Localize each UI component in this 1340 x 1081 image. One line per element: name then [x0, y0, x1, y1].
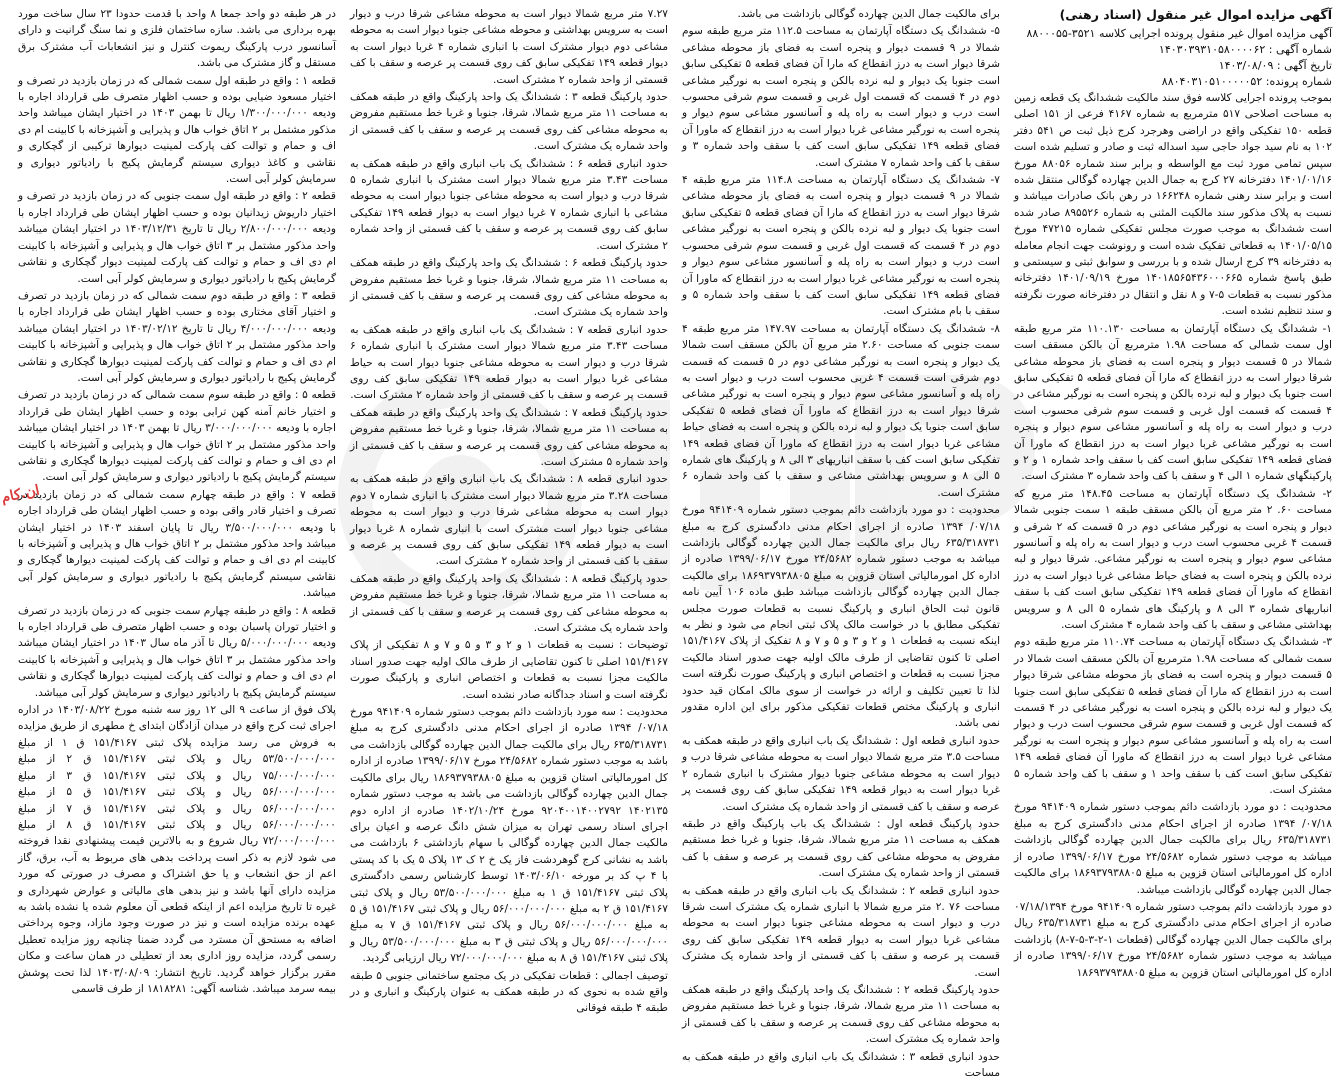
file-no-label: شماره پرونده: — [1265, 75, 1332, 88]
paragraph: دو مورد بازداشت دائم بموجب دستور شماره ۹۴۱۴۰۹ مورخ ۰۷/۱۸/۱۳۹۴ صادره از اجرای احکام مدنی دادگستری کرج به مبلغ ۶۳۵/۳۱۸۷۳۱ ریال برای مالکیت جمال الدین چهارده گوگالی (قطعات ۱-۲-۳-۵-۷-۸) بازداشت میباشد به موجب دستور شماره ۲۴/۵۶۸۲ مورخ ۱۳۹۹/۰۶/۱۷ صادره از اداره کل امورمالیاتی استان قزوین به مبلغ ۱۸۶۹۳۷۹۳۸۸۰۵ — [1014, 900, 1332, 979]
paragraph: قطعه ۲ : واقع در طبقه اول سمت جنوبی که در زمان بازدید در تصرف و اختیار داریوش زیدانیان بوده و حسب اظهار ایشان طی قرارداد اجاره با ودیعه ۲/۸۰۰/۰۰۰/۰۰۰ ریال تا تاریخ ۱۴۰۳/۱۲/۳۱ در اختیار ایشان میباشد واحد مذکور مشتمل بر ۳ اتاق خواب هال و پذیرایی و آشپزخانه با کابینت ام دی اف و حمام و توالت کف پارکت لمینیت دیوار گچکاری و نقاشی گرمایش پکیج با رادیاتور دیواری و سرمایش کولر آبی است. — [18, 190, 336, 285]
file-number: ۳۵۲۱-۸۸۰۰۰۵۵ — [1026, 27, 1096, 40]
paragraph: برای مالکیت جمال الدین چهارده گوگالی بازداشت می باشد. — [737, 8, 1000, 20]
paragraph: توصیف اجمالی : قطعات تفکیکی در یک مجتمع ساختمانی جنوبی ۵ طبقه واقع شده به نحوی که در طبقه همکف به عنوان پارکینگ و انباری و در طبقه ۴ طبقه فوقانی — [350, 969, 668, 1015]
paragraph: قطعه ۸ : واقع در طبقه چهارم سمت جنوبی که در زمان بازدید در تصرف و اختیار توران پاسبان بوده و حسب اظهار متصرف طی قرارداد اجاره با ودیعه ۵/۰۰۰/۰۰۰/۰۰۰ ریال تا آذر ماه سال ۱۴۰۳ در اختیار ایشان میباشد واحد مذکور مشتمل بر ۳ اتاق خواب هال و پذیرایی و آشپزخانه با کابینت ام دی اف و حمام و توالت کف پارکت لمینیت دیوارها گچکاری و نقاشی سیستم گرمایش پکیج با رادیاتور دیواری و سرمایش کولر آبی میباشد. — [18, 604, 336, 699]
notice-date-label: تاریخ آگهی : — [1276, 59, 1332, 72]
file-no: ۸۸۰۴۰۳۱۰۵۱۰۰۰۰۰۵۲ — [1161, 75, 1263, 88]
newspaper-page — [18, 6, 1333, 1079]
paragraph: بموجب پرونده اجرایی کلاسه فوق سند مالکیت ششدانگ یک قطعه زمین به مساحت اصلاحی ۵۱۷ مترمربع به شماره ۴۱۶۷ فرعی از ۱۵۱ اصلی قطعه ۱۵۰ تفکیکی واقع در اراضی وهرجرد کرج ذیل ثبت ص ۵۴۱ دفتر ۱۰۲ به نام سید جواد حاجی سید اسداله ثبت و صادر و تسلیم شده است سپس تمامی مورد ثبت مع الواسطه و برابر سند شماره ۸۸۰۵۶ مورخ ۱۴۰۱/۰۱/۱۶ دفترخانه ۲۷ کرج به جمال الدین چهارده گوگالی منتقل شده است و برابر سند رهنی شماره ۱۶۶۲۴۸ در رهن بانک صادرات میباشد و نسبت به پلاک مذکور سند مالکیت المثنی به شماره ۸۹۵۵۲۶ صادر شده است ششدانگ به موجب صورت مجلس تفکیکی شماره ۴۷۲۱۵ مورخ ۱۴۰۱/۰۵/۱۵ به قطعاتی تفکیک شده است و رونوشت جهت انجام معامله به دفترخانه ۳۹ کرج ارسال شده و با بررسی و سوابق ثبتی و سیستمی و طبق پاسخ شماره ۱۴۰۱۸۵۶۵۴۳۶۰۰۰۶۶۵ مورخ ۱۴۰۱/۰۹/۱۹ دفترخانه مذکور نسبت به قطعات ۵-۷ و ۸ نقل و انتقال در دفترخانه صورت نگرفته و سند تنظیم نشده است. — [1014, 92, 1333, 318]
paragraph: ۷.۲۷ متر مربع شمالا دیوار است به محوطه مشاعی شرقا درب و دیوار است به سرویس بهداشتی و محوطه مشاعی جنوبا دیوار است به محوطه مشاعی دوم دیوار مشترک است با انباری شماره ۴ غربا دیوار است به دیوار قطعه ۱۴۹ تفکیکی سابق کف روی قسمت پر عرصه و سقف با کف قسمتی از واحد شماره ۲ مشترک است. — [350, 8, 668, 86]
file-line-label: آگهی مزایده اموال غیر منقول پرونده اجرایی کلاسه — [1098, 27, 1332, 40]
paragraph: توضیحات : نسبت به قطعات ۱ و ۲ و ۳ و ۵ و ۷ و ۸ تفکیکی از پلاک ۱۵۱/۴۱۶۷ اصلی تا کنون تقاضایی از طرف مالک اولیه جهت صدور اسناد مالکیت مجزا نسبت به قطعات و اختصاص انباری و پارکینگ صورت نگرفته است و اسناد جداگانه صادر نشده است. — [350, 639, 668, 701]
paragraph: قطعه ۵ : واقع در طبقه سوم سمت شمالی که در زمان بازدید در تصرف و اختیار خانم آمنه کهن ترابی بوده و حسب اظهار ایشان طی قرارداد اجاره با ودیعه ۳/۰۰۰/۰۰۰/۰۰۰ ریال تا بهمن ۱۴۰۳ در اختیار ایشان میباشد واحد مذکور مشتمل بر ۲ اتاق خواب هال و پذیرایی و آشپزخانه با کابینت ام دی اف و حمام و توالت کف پارکت لمینیت دیوارها گچکاری و نقاشی سیستم گرمایش پکیج با رادیاتور دیواری و سرمایش کولر آبی است. — [18, 389, 336, 484]
paragraph: ۱- ششدانگ یک دستگاه آپارتمان به مساحت ۱۱۰.۱۳۰ متر مربع طبقه اول سمت شمالی که مساحت ۱.۹۸ مترمربع آن بالکن مسقف است شمالا در ۵ قسمت دیوار و پنجره است به فضای باز محوطه مشاعی شرقا دیوار است به درز انقطاع که مارا آن فضای قطعه ۵ تفکیکی سابق است جنوبا یک دیوار و لبه نرده بالکن و پنجره است به نورگیر مشاعی در ۴ قسمت که قسمت اول غربی و قسمت سوم شرقی محسوب است درب و دیوار است به راه پله و آسانسور مشاعی سوم دیوار و پنجره است به نورگیر مشاعی غربا دیوار است به درز انقطاع که ماورا آن فضای قطعه ۱۴۹ تفکیکی سابق است کف با سقف واحد شماره ۱ و ۲ و پارکینگهای شماره ۱ الی ۴ و سقف با کف واحد شماره ۳ مشترک است. — [1014, 322, 1333, 483]
notice-date: ۱۴۰۳/۰۸/۰۹ — [1218, 59, 1274, 72]
paragraph: ۸- ششدانگ یک دستگاه آپارتمان به مساحت ۱۴۷.۹۷ متر مربع طبقه ۴ سمت جنوبی که مساحت ۲.۶۰ متر مربع آن بالکن مسقف است شمالا یک دیوار و پنجره است به نورگیر مشاعی دوم در ۵ قسمت که قسمت دوم شرقی است قسمت ۴ غربی محسوب است درب و دیوار است به راه پله و آسانسور مشاعی سوم دیوار و پنجره است به نورگیر مشاعی شرقا دیوار است به درز انقطاع که ماورا آن فضای قطعه ۵ تفکیکی سابق است جنوبا یک دیوار و لبه نرده بالکن و پنجره است به فضای حیاط مشاعی غربا دیوار است به درز انقطاع که ماورا آن فضای قطعه ۱۴۹ تفکیکی سابق است کف با سقف انباریهای ۳ الی ۸ و پارکینگ های شماره ۵ الی ۸ و سرویس بهداشتی مشاعی و سقف با کف واحد شماره ۶ مشترک است. — [682, 322, 1001, 499]
paragraph: قطعه ۷ : واقع در طبقه چهارم سمت شمالی که در زمان بازدید در تصرف و اختیار قادر واقی بوده و حسب اظهار ایشان طی قرارداد اجاره با ودیعه ۳/۵۰۰/۰۰۰/۰۰۰ ریال تا پایان اسفند ۱۴۰۳ در اختیار ایشان میباشد واحد مذکور مشتمل بر ۲ اتاق خواب هال و پذیرایی و آشپزخانه با کابینت ام دی اف و حمام و توالت کف پارکت لمینیت دیوارها گچکاری و نقاشی سیستم گرمایش پکیج با رادیاتور دیواری و سرمایش کولر آبی میباشد. — [18, 488, 337, 600]
paragraph: ۳- ششدانگ یک دستگاه آپارتمان به مساحت ۱۱۰.۷۴ متر مربع طبقه دوم سمت شمالی که مساحت ۱.۹۸ مترمربع آن بالکن مسقف است شمالا در ۵ قسمت دیوار و پنجره است به فضای باز محوطه مشاعی شرقا دیوار است به درز انقطاع که مارا آن فضای قطعه ۵ تفکیکی سابق است جنوبا یک دیوار و لبه نرده بالکن و پنجره است به نورگیر مشاعی در ۴ قسمت که قسمت اول غربی و قسمت سوم شرقی محسوب است درب و دیوار است به راه پله و آسانسور مشاعی سوم دیوار و پنجره است به نورگیر مشاعی غربا دیوار است به درز انقطاع که ماورا آن فضای قطعه ۱۴۹ تفکیکی سابق است کف با سقف واحد ۱ و سقف با کف واحد شماره ۵ مشترک است. — [1014, 636, 1333, 797]
paragraph: ۲- ششدانگ یک دستگاه آپارتمان به مساحت ۱۴۸.۴۵ متر مربع که مساحت ۶۰. ۲ متر مربع آن بالکن مسقف طبقه ۱ سمت جنوبی شمالا دیوار و پنجره است به نورگیر مشاعی دوم در ۵ قسمت که ۲ شرقی و قسمت ۴ غربی محسوب است درب و دیوار است به راه پله و آسانسور مشاعی سوم دیوار و پنجره است به نورگیر مشاعی. شرقا دیوار و لبه نرده بالکن و پنجره است به فضای حیاط مشاعی غربا دیوار است به درز انقطاع که ماورا آن فضای قطعه ۱۴۹ تفکیکی سابق است کف با سقف انباریهای شماره ۳ الی ۸ و پارکینگ های شماره ۵ الی ۸ و سرویس بهداشتی مشاعی و سقف با کف واحد شماره ۴ مشترک است. — [1014, 487, 1332, 631]
notice-number-line — [1014, 42, 1332, 58]
notice-date-line — [1014, 58, 1332, 74]
paragraph: محدودیت : دو مورد بازداشت دائم بموجب دستور شماره ۹۴۱۴۰۹ مورخ ۰۷/۱۸/ ۱۳۹۴ صادره از اجرای احکام مدنی دادگستری کرج به مبلغ ۶۳۵/۳۱۸۷۳۱ ریال برای مالکیت جمال الدین چهارده گوگالی بازداشت میباشد به موجب دستور شماره ۲۴/۵۶۸۲ مورخ ۱۳۹۹/۰۶/۱۷ صادره از اداره کل امورمالیاتی استان قزوین به مبلغ ۱۸۶۹۳۷۹۳۸۸۰۵ برای مالکیت جمال الدین چهارده گوگالی بازداشت میباشد طبق ماده ۱۰۶ آیین نامه قانون ثبت الحاق انباری و پارکینگ نسبت به قطعات صورت مجلس تفکیکی مطابق با در خواست مالک پلاک ثبتی انجام می شود و نظر به اینکه نسبت به قطعات ۱ و ۲ و ۳ و ۵ و ۷ و ۸ تفکیک از پلاک ۱۵۱/۴۱۶۷ اصلی تا کنون تقاضایی از طرف مالک اولیه جهت صدور اسناد مالکیت مجزا نسبت به قطعات و اختصاص انباری و پارکینگ صورت نگرفته است لذا تا تعیین تکلیف و ارائه در خواست از سوی مالک امکان قید حدود انباری و پارکینگ مختص قطعات تفکیکی مذکور برای این اداره مقدور نمی باشد. — [682, 504, 1001, 730]
notice-title: آگهی مزایده اموال غیر منقول (اسناد رهنی) — [1059, 7, 1332, 22]
paragraph: حدود پارکینگ قطعه ۸ : ششدانگ یک واحد پارکینگ واقع در طبقه همکف به مساحت ۱۱ متر مربع شمالا، شرقا، جنوبا و غربا خط مستقیم مفروض به محوطه مشاعی کف روی قسمت پر عرصه و سقف با کف قسمتی از واحد شماره یک مشترک است. — [350, 572, 668, 635]
notice-number: ۱۴۰۳۰۳۹۳۱۰۵۸۰۰۰۰۶۲ — [1158, 43, 1266, 56]
paragraph: در هر طبقه دو واحد جمعا ۸ واحد با قدمت حدودا ۲۳ سال ساخت مورد بهره برداری می باشد. سازه ساختمان فلزی و نما سنگ گرانیت و دارای آسانسور درب پارکینگ ریموت کنترل و نیز انشعابات آب مشترک برق مستقل و گاز مشترک می باشد. — [18, 8, 336, 70]
paragraph: حدود انباری قطعه ۳ : ششدانگ یک باب انباری واقع در طبقه همکف به مساحت — [682, 1050, 1000, 1079]
paragraph: محدودیت : دو مورد بازداشت دائم بموجب دستور شماره ۹۴۱۴۰۹ مورخ ۰۷/۱۸/ ۱۳۹۴ صادره از اجرای احکام مدنی دادگستری کرج به مبلغ ۶۳۵/۳۱۸۷۳۱ ریال برای مالکیت جمال الدین چهارده گوگالی بازداشت میباشد به موجب دستور شماره ۲۴/۵۶۸۲ مورخ ۱۳۹۹/۰۶/۱۷ صادره از اداره کل امورمالیاتی استان قزوین به مبلغ ۱۸۶۹۳۷۹۳۸۸۰۵ برای مالکیت جمال الدین چهارده گوگالی بازداشت میباشد. — [1014, 801, 1332, 896]
column-4 — [18, 6, 337, 995]
column-3 — [350, 6, 669, 1015]
paragraph: حدود انباری قطعه ۸ : ششدانگ یک باب انباری واقع در طبقه همکف به مساحت ۳.۲۸ متر مربع شمالا دیوار است مشترک با انباری شماره ۷ دوم دیوار است به محوطه مشاعی شرقا درب و دیوار است به محوطه مشاعی جنوبا دیوار است مشترک است با انباری شماره ۸ غربا دیوار است به دیوار قطعه ۱۴۹ تفکیکی سابق کف روی قسمت پر عرصه و سقف با کف قسمتی از واحد شماره ۲ مشترک است. — [350, 473, 669, 568]
paragraph: حدود انباری قطعه ۶ : ششدانگ یک باب انباری واقع در طبقه همکف به مساحت ۳.۴۳ متر مربع شمالا دیوار است مشترک با انباری شماره ۵ شرقا درب و دیوار است به محوطه مشاعی جنوبا دیوار است به محوطه مشاعی با انباری شماره ۷ غربا دیوار است به دیوار قطعه ۱۴۹ تفکیکی سابق کف روی قسمت پر عرصه و سقف با کف قسمتی از واحد شماره ۲ مشترک است. — [350, 157, 669, 252]
paragraph: حدود انباری قطعه ۲ : ششدانگ یک باب انباری واقع در طبقه همکف به مساحت ۷۶ .۲ متر مربع شمالا با انباری شماره یک مشترک است شرقا درب و دیوار است به محوطه مشاعی جنوبا دیوار است به محوطه مشاعی غربا دیوار است به دیوار قطعه ۱۴۹ تفکیکی سابق کف روی قسمت پر عرصه و سقف با کف قسمتی از واحد شماره یک مشترک است. — [682, 884, 1000, 979]
paragraph: ۵- ششدانگ یک دستگاه آپارتمان به مساحت ۱۱۲.۵ متر مربع طبقه سوم شمالا در ۹ قسمت دیوار و پنجره است به فضای باز محوطه مشاعی شرقا دیوار است به درز انقطاع که مارا آن فضای قطعه ۵ تفکیکی سابق است جنوبا یک دیوار و لبه نرده بالکن و پنجره است به نورگیر مشاعی دوم در ۴ قسمت که قسمت اول غربی و قسمت سوم شرقی محسوب است درب و دیوار است به راه پله و آسانسور مشاعی سوم دیوار و پنجره است به نورگیر مشاعی غربا دیوار است به درز انقطاع که ماورا آن فضای قطعه ۱۴۹ تفکیکی سابق است کف با سقف واحد شماره ۳ و سقف با کف واحد شماره ۷ مشترک است. — [682, 25, 1001, 169]
file-no-line — [1014, 74, 1332, 90]
paragraph: حدود پارکینگ قطعه ۲ : ششدانگ یک واحد پارکینگ واقع در طبقه همکف به مساحت ۱۱ متر مربع شمالا، شرقا، جنوبا و غربا خط مستقیم مفروض به محوطه مشاعی کف روی قسمت پر عرصه و سقف با کف قسمتی از واحد شماره یک مشترک است. — [682, 983, 1000, 1046]
paragraph: حدود پارکینگ قطعه ۳ : ششدانگ یک واحد پارکینگ واقع در طبقه همکف به مساحت ۱۱ متر مربع شمالا، شرقا، جنوبا و غربا خط مستقیم مفروض به محوطه مشاعی کف روی قسمت پر عرصه و سقف با کف قسمتی از واحد شماره یک مشترک است. — [350, 91, 668, 153]
notice-number-label: شماره آگهی : — [1268, 43, 1332, 56]
paragraph: قطعه ۳ : واقع در طبقه دوم سمت شمالی که در زمان بازدید در تصرف و اختیار آقای مختاری بوده و حسب اظهار ایشان طی قرارداد اجاره با ودیعه ۴/۰۰۰/۰۰۰/۰۰۰ ریال تا تاریخ ۱۴۰۳/۰۲/۱۲ در اختیار ایشان میباشد واحد مذکور مشتمل بر ۲ اتاق خواب هال و پذیرایی و آشپزخانه با کابینت ام دی اف و حمام و توالت کف پارکت لمینیت دیوارها گچکاری و نقاشی گرمایش پکیج با رادیاتور دیواری و سرمایش کولر آبی است. — [18, 289, 337, 384]
paragraph: حدود پارکینگ قطعه ۷ : ششدانگ یک واحد پارکینگ واقع در طبقه همکف به مساحت ۱۱ متر مربع شمالا، شرقا، جنوبا و غربا خط مستقیم مفروض به محوطه مشاعی کف روی قسمت پر عرصه و سقف با کف قسمتی از واحد شماره ۵ مشترک است. — [350, 406, 668, 468]
paragraph: پلاک فوق از ساعت ۹ الی ۱۲ روز سه شنبه مورخ ۱۴۰۳/۰۸/۲۲ در اداره اجرای ثبت کرج واقع در میدان آزادگان ابتدای خ مطهری از طریق مزایده به فروش می رسد مزایده پلاک ثبتی ۱۵۱/۴۱۶۷ ق ۱ از مبلغ ۵۳/۵۰۰/۰۰۰/۰۰۰ ریال و پلاک ثبتی ۱۵۱/۴۱۶۷ ق ۲ از مبلغ ۷۵/۰۰۰/۰۰۰/۰۰۰ ریال و پلاک ثبتی ۱۵۱/۴۱۶۷ ق ۳ از مبلغ ۵۶/۰۰۰/۰۰۰/۰۰۰ ریال و پلاک ثبتی ۱۵۱/۴۱۶۷ ق ۵ از مبلغ ۵۶/۰۰۰/۰۰۰/۰۰۰ ریال و پلاک ثبتی ۱۵۱/۴۱۶۷ ق ۷ از مبلغ ۵۶/۰۰۰/۰۰۰/۰۰۰ ریال و پلاک ثبتی ۱۵۱/۴۱۶۷ ق ۸ از مبلغ ۷۲/۰۰۰/۰۰۰/۰۰۰ ریال شروع و به بالاترین قیمت پیشنهادی نقدا فروخته می شود لازم به ذکر است پرداخت بدهی های مربوط به آب، برق، گاز اعم از حق انشعاب و یا حق اشتراک و مصرف در صورتی که مورد مزایده دارای آنها باشد و نیز بدهی های مالیاتی و عوارض شهرداری و غیره تا تاریخ مزایده اعم از اینکه قطعی آن معلوم شده یا نشده باشد به عهده برنده مزایده است و نیز در صورت وجود مازاد، وجوه پرداختی اضافه به مستحق آن مسترد می گردد ضمنا چنانچه روز مزایده تعطیل رسمی گردد، مزایده روز اداری بعد از تعطیلی در همان ساعت و مکان مقرر برگزار خواهد گردید. تاریخ انتشار: ۱۴۰۳/۰۸/۰۹ لذا تحت پوشش بیمه سرمد میباشد. شناسه آگهی: ۱۸۱۸۲۸۱ از طرف قاسمی — [18, 704, 336, 995]
file-line — [1014, 26, 1332, 42]
column-2 — [682, 6, 1001, 1079]
stamp-text: ان.کام — [0, 482, 42, 507]
paragraph: ۷- ششدانگ یک دستگاه آپارتمان به مساحت ۱۱۴.۸ متر مربع طبقه ۴ شمالا در ۹ قسمت دیوار و پنجره است به فضای باز محوطه مشاعی شرقا دیوار است به درز انقطاع که مارا آن فضای قطعه ۵ تفکیکی سابق است جنوبا یک دیوار و لبه نرده بالکن و پنجره است به نورگیر مشاعی دوم در ۴ قسمت که قسمت اول غربی و قسمت سوم شرقی محسوب است درب و دیوار است به راه پله و آسانسور مشاعی سوم دیوار و پنجره است به نورگیر مشاعی غربا دیوار است به درز انقطاع که ماورا آن فضای قطعه ۱۴۹ تفکیکی سابق است کف با سقف واحد شماره ۵ و سقف با بام مشترک است. — [682, 174, 1001, 318]
paragraph: حدود انباری قطعه ۷ : ششدانگ یک باب انباری واقع در طبقه همکف به مساحت ۳.۴۳ متر مربع شمالا دیوار است مشترک با انباری شماره ۶ شرقا درب و دیوار است به محوطه مشاعی جنوبا دیوار است به حیاط مشاعی غربا دیوار است به دیوار قطعه ۱۴۹ تفکیکی سابق کف روی قسمت پر عرصه و سقف با کف قسمتی از واحد شماره ۲ مشترک است. — [350, 323, 669, 402]
column-1 — [1014, 6, 1333, 979]
paragraph: محدودیت : سه مورد بازداشت دائم بموجب دستور شماره ۹۴۱۴۰۹ مورخ ۰۷/۱۸/ ۱۳۹۴ صادره از اجرای احکام مدنی دادگستری کرج به مبلغ ۶۳۵/۳۱۸۷۳۱ ریال برای مالکیت جمال الدین چهارده گوگالی بازداشت می باشد به موجب دستور شماره ۲۴/۵۶۸۲ مورخ ۱۳۹۹/۰۶/۱۷ صادره از اداره کل امورمالیاتی استان قزوین به مبلغ ۱۸۶۹۳۷۹۳۸۸۰۵ ریال برای مالکیت جمال الدین چهارده گوگالی بازداشت می باشد به موجب دستور شماره ۱۴۰۲۱۳۵ ۹۲۰۴۰۰۱۴۰۰۲۷۹۲ مورخ ۱۴۰۲/۱۰/۲۴ صادره از اداره دوم اجرای اسناد رسمی تهران به میزان شش دانگ عرصه و اعیان برای مالکیت جمال الدین چهارده گوگالی با سهام بازداشتی ۶ بازداشت می باشد به نشانی کرج گوهردشت فاز یک خ ۲ ک ۱۳ پلاک ۵ یک با کد پستی با ۴ پ کد بر مورخه ۱۴۰۳/۰۶/۱۰ توسط کارشناس رسمی دادگستری پلاک ثبتی ۱۵۱/۴۱۶۷ ق ۱ به مبلغ ۵۳/۵۰۰/۰۰۰/۰۰۰ ریال و پلاک ثبتی ۱۵۱/۴۱۶۷ ق ۲ به مبلغ ۵۶/۰۰۰/۰۰۰/۰۰۰ ریال و پلاک ثبتی ۱۵۱/۴۱۶۷ ق ۵ به مبلغ ۵۶/۰۰۰/۰۰۰/۰۰۰ ریال و پلاک ثبتی ۱۵۱/۴۱۶۷ ق ۷ به مبلغ ۵۶/۰۰۰/۰۰۰/۰۰۰ ریال و پلاک ثبتی ق ۳ به مبلغ ۵۳/۵۰۰/۰۰۰/۰۰۰ ریال و پلاک ثبتی ۱۵۱/۴۱۶۷ ق ۸ به مبلغ ۷۲/۰۰۰/۰۰۰/۰۰۰ ریال ارزیابی گردید. — [350, 706, 669, 965]
paragraph: حدود انباری قطعه اول : ششدانگ یک باب انباری واقع در طبقه همکف به مساحت ۳.۵ متر مربع شمالا دیوار است به محوطه مشاعی شرقا درب و دیوار است به محوطه مشاعی جنوبا دیوار مشترک با انباری شماره ۲ غربا دیوار است به دیوار قطعه ۱۴۹ تفکیکی سابق کف روی قسمت پر عرصه و سقف با کف قسمتی از واحد شماره یک مشترک است. — [682, 734, 1001, 813]
paragraph: حدود پارکینگ قطعه ۶ : ششدانگ یک واحد پارکینگ واقع در طبقه همکف به مساحت ۱۱ متر مربع شمالا، شرقا، جنوبا و غربا خط مستقیم مفروض به محوطه مشاعی کف روی قسمت پر عرصه و سقف با کف قسمتی از واحد شماره یک مشترک است. — [350, 257, 668, 319]
paragraph: حدود پارکینگ قطعه اول : ششدانگ یک باب پارکینگ واقع در طبقه همکف به مساحت ۱۱ متر مربع شمالا، شرقا، جنوبا و غربا خط مستقیم مفروض به محوطه مشاعی کف روی قسمت پر عرصه و سقف با کف قسمتی از واحد شماره یک مشترک است. — [682, 817, 1000, 880]
paragraph: قطعه ۱ : واقع در طبقه اول سمت شمالی که در زمان بازدید در تصرف و اختیار مسعود ضیایی بوده و حسب اظهار متصرف طی قرارداد اجاره با ودیعه ۱/۳۰۰/۰۰۰/۰۰۰ ریال تا بهمن ۱۴۰۳ در اختیار ایشان میباشد واحد مذکور مشتمل بر ۲ اتاق خواب هال و پذیرایی و آشپزخانه با کابینت ام دی اف و حمام و توالت کف پارکت لمینیت دیوارها ترکیبی از گچکاری و نقاشی و کاغذ دیواری سیستم گرمایش پکیج با رادیاتور دیواری و سرمایش کولر آبی است. — [18, 74, 337, 186]
